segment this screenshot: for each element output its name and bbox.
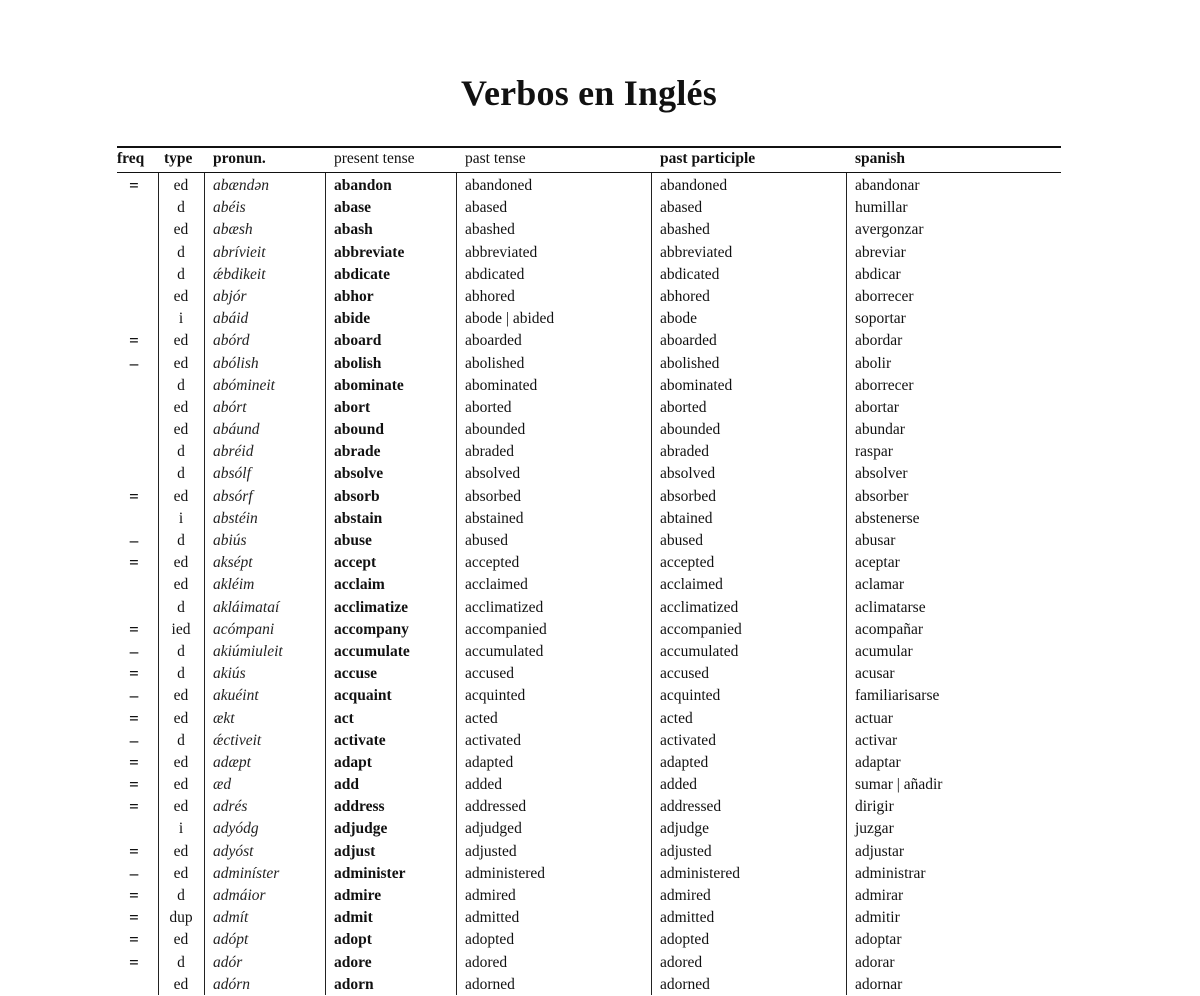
- header-present-tense: present tense: [334, 150, 415, 167]
- past-participle: adjudge: [660, 820, 710, 838]
- pronunciation: akiúmiuleit: [213, 642, 283, 660]
- spanish-translation: aclamar: [855, 576, 905, 594]
- table-row: [0, 552, 1200, 574]
- pronunciation: adórn: [213, 975, 251, 993]
- freq-marker: =: [129, 331, 139, 351]
- spanish-translation: abolir: [855, 354, 892, 372]
- past-tense: added: [465, 776, 503, 794]
- freq-marker: =: [129, 752, 139, 772]
- verb-type: ed: [173, 776, 189, 794]
- past-tense: accompanied: [465, 620, 547, 638]
- table-row: [0, 286, 1200, 308]
- page-title: Verbos en Inglés: [461, 73, 717, 113]
- past-tense: administered: [465, 864, 546, 882]
- present-tense: abdicate: [334, 265, 390, 283]
- spanish-translation: abusar: [855, 532, 896, 549]
- table-row: [0, 952, 1200, 974]
- header-spanish: spanish: [855, 150, 905, 167]
- past-tense: acclaimed: [465, 576, 528, 594]
- pronunciation: adópt: [213, 931, 249, 949]
- present-tense: abstain: [334, 509, 383, 527]
- past-tense: adored: [465, 953, 508, 971]
- past-tense: admired: [465, 887, 516, 904]
- verb-type: ed: [173, 687, 189, 705]
- past-participle: adored: [660, 953, 703, 971]
- verb-type: d: [177, 642, 185, 660]
- table-row: [0, 419, 1200, 441]
- table-row: [0, 752, 1200, 774]
- pronunciation: ækt: [213, 709, 235, 727]
- verb-type: d: [177, 376, 185, 394]
- present-tense: abash: [334, 221, 373, 239]
- table-row: [0, 796, 1200, 818]
- pronunciation: aksépt: [213, 554, 253, 572]
- pronunciation: adyódg: [213, 820, 259, 838]
- past-tense: adorned: [465, 975, 515, 993]
- present-tense: activate: [334, 731, 386, 749]
- present-tense: acquaint: [334, 687, 392, 705]
- pronunciation: akláimataí: [213, 598, 280, 616]
- spanish-translation: abreviar: [855, 243, 906, 261]
- spanish-translation: absorber: [855, 487, 909, 505]
- table-row: [0, 175, 1200, 197]
- pronunciation: abjór: [213, 287, 247, 305]
- freq-marker: =: [129, 708, 139, 728]
- present-tense: abhor: [334, 287, 374, 305]
- verb-type: d: [177, 953, 185, 971]
- header-past-tense: past tense: [465, 150, 526, 167]
- table-row: [0, 441, 1200, 463]
- past-participle: accompanied: [660, 620, 742, 638]
- past-tense: abbreviated: [465, 243, 538, 261]
- spanish-translation: adornar: [855, 975, 903, 993]
- spanish-translation: adjustar: [855, 842, 905, 860]
- present-tense: abuse: [334, 532, 372, 549]
- spanish-translation: dirigir: [855, 798, 894, 816]
- present-tense: abound: [334, 421, 384, 439]
- pronunciation: admít: [213, 909, 249, 927]
- freq-marker: –: [129, 863, 139, 883]
- pronunciation: absólf: [213, 465, 251, 483]
- freq-marker: =: [129, 775, 139, 795]
- pronunciation: adminíster: [213, 864, 280, 882]
- past-tense: abode | abided: [465, 310, 555, 328]
- past-tense: adjudged: [465, 820, 522, 838]
- spanish-translation: admitir: [855, 909, 900, 927]
- spanish-translation: abandonar: [855, 177, 920, 194]
- verb-type: ed: [173, 576, 189, 594]
- past-participle: accepted: [660, 554, 715, 572]
- verb-type: ed: [173, 753, 189, 771]
- pronunciation: abólish: [213, 354, 259, 372]
- verb-type: d: [177, 243, 185, 261]
- pronunciation: adór: [213, 953, 243, 971]
- freq-marker: =: [129, 797, 139, 817]
- past-participle: addressed: [660, 798, 722, 816]
- past-participle: adapted: [660, 753, 709, 771]
- past-tense: accepted: [465, 554, 520, 572]
- past-tense: acquinted: [465, 687, 526, 705]
- past-participle: admired: [660, 887, 711, 904]
- table-row: [0, 397, 1200, 419]
- past-participle: abbreviated: [660, 243, 733, 261]
- table-row: [0, 974, 1200, 996]
- verb-type: ed: [173, 354, 189, 372]
- verb-type: ed: [173, 554, 189, 572]
- past-tense: adjusted: [465, 842, 517, 860]
- pronunciation: absórf: [213, 487, 253, 505]
- spanish-translation: aceptar: [855, 554, 900, 572]
- table-row: [0, 486, 1200, 508]
- pronunciation: abstéin: [213, 509, 258, 527]
- spanish-translation: raspar: [855, 443, 893, 461]
- pronunciation: abændən: [213, 177, 269, 194]
- verb-type: ied: [171, 620, 191, 638]
- header-pronun: pronun.: [213, 150, 266, 167]
- table-row: [0, 353, 1200, 375]
- spanish-translation: aborrecer: [855, 376, 914, 394]
- table-row: [0, 929, 1200, 951]
- present-tense: adorn: [334, 975, 374, 993]
- freq-marker: –: [129, 730, 139, 750]
- past-participle: adopted: [660, 931, 710, 949]
- spanish-translation: sumar | añadir: [855, 776, 943, 794]
- table-row: [0, 863, 1200, 885]
- present-tense: acclaim: [334, 576, 385, 594]
- past-participle: absorbed: [660, 487, 716, 505]
- verb-type: d: [177, 731, 185, 749]
- present-tense: accept: [334, 554, 377, 572]
- verb-type: d: [177, 465, 185, 483]
- verb-type: d: [177, 265, 185, 283]
- past-tense: accumulated: [465, 642, 544, 660]
- spanish-translation: absolver: [855, 465, 908, 483]
- past-participle: adjusted: [660, 842, 712, 860]
- spanish-translation: abortar: [855, 398, 899, 416]
- pronunciation: æd: [213, 776, 232, 794]
- past-participle: acclimatized: [660, 598, 739, 616]
- pronunciation: abæsh: [213, 221, 253, 239]
- spanish-translation: juzgar: [855, 820, 894, 838]
- table-row: [0, 574, 1200, 596]
- past-participle: absolved: [660, 465, 716, 483]
- header-freq: freq: [117, 150, 145, 167]
- table-row: [0, 641, 1200, 663]
- table-row: [0, 708, 1200, 730]
- past-participle: accumulated: [660, 642, 739, 660]
- verb-type: d: [177, 443, 185, 461]
- table-row: [0, 774, 1200, 796]
- past-tense: abraded: [465, 443, 515, 461]
- verb-type: dup: [169, 909, 193, 927]
- spanish-translation: aclimatarse: [855, 598, 926, 616]
- spanish-translation: abstenerse: [855, 509, 920, 527]
- header-past-participle: past participle: [660, 150, 756, 167]
- spanish-translation: acusar: [855, 665, 895, 683]
- past-tense: aborted: [465, 398, 512, 416]
- freq-marker: =: [129, 841, 139, 861]
- pronunciation: acómpani: [213, 620, 275, 638]
- verb-type: i: [178, 310, 184, 328]
- pronunciation: adrés: [213, 798, 248, 816]
- freq-marker: =: [129, 664, 139, 684]
- spanish-translation: soportar: [855, 310, 906, 328]
- freq-marker: –: [129, 686, 139, 706]
- freq-marker: =: [129, 553, 139, 573]
- spanish-translation: adorar: [855, 953, 895, 971]
- past-participle: abolished: [660, 354, 720, 372]
- present-tense: adjudge: [334, 820, 388, 838]
- past-participle: abtained: [660, 509, 713, 527]
- pronunciation: abéis: [213, 199, 246, 217]
- present-tense: accompany: [334, 620, 409, 638]
- table-row: [0, 818, 1200, 840]
- present-tense: abolish: [334, 354, 382, 372]
- freq-marker: =: [129, 952, 139, 972]
- pronunciation: abiús: [213, 532, 247, 549]
- verb-type: ed: [173, 421, 189, 439]
- present-tense: absorb: [334, 487, 380, 505]
- present-tense: abide: [334, 310, 371, 328]
- spanish-translation: administrar: [855, 864, 926, 882]
- past-tense: adapted: [465, 753, 514, 771]
- past-participle: abashed: [660, 221, 710, 239]
- verb-type: ed: [173, 487, 189, 505]
- present-tense: abominate: [334, 376, 404, 394]
- past-tense: abstained: [465, 509, 524, 527]
- freq-marker: =: [129, 176, 139, 195]
- past-participle: added: [660, 776, 698, 794]
- past-tense: abashed: [465, 221, 515, 239]
- verb-type: i: [178, 509, 184, 527]
- past-tense: absolved: [465, 465, 521, 483]
- past-participle: acclaimed: [660, 576, 723, 594]
- past-participle: abominated: [660, 376, 733, 394]
- spanish-translation: abdicar: [855, 265, 901, 283]
- past-participle: aborted: [660, 398, 707, 416]
- past-participle: abhored: [660, 287, 710, 305]
- verb-type: d: [177, 665, 185, 683]
- present-tense: address: [334, 798, 385, 816]
- present-tense: administer: [334, 864, 406, 882]
- pronunciation: ǽbdikeit: [213, 265, 266, 283]
- spanish-translation: activar: [855, 731, 898, 749]
- verb-type: d: [177, 887, 185, 904]
- pronunciation: akléim: [213, 576, 255, 594]
- past-tense: abhored: [465, 287, 515, 305]
- past-participle: acquinted: [660, 687, 721, 705]
- present-tense: add: [334, 776, 359, 794]
- spanish-translation: aborrecer: [855, 287, 914, 305]
- table-row: [0, 685, 1200, 707]
- freq-marker: =: [129, 930, 139, 950]
- past-tense: activated: [465, 731, 521, 749]
- past-participle: accused: [660, 665, 710, 683]
- verb-type: ed: [173, 398, 189, 416]
- pronunciation: akiús: [213, 665, 246, 683]
- pronunciation: adæpt: [213, 753, 251, 771]
- present-tense: accumulate: [334, 642, 410, 660]
- past-participle: abounded: [660, 421, 721, 439]
- verb-type: d: [177, 199, 185, 217]
- pronunciation: abrívieit: [213, 243, 266, 261]
- spanish-translation: adoptar: [855, 931, 902, 949]
- table-row: [0, 375, 1200, 397]
- freq-marker: =: [129, 619, 139, 639]
- pronunciation: abórt: [213, 398, 247, 416]
- spanish-translation: familiarisarse: [855, 687, 940, 705]
- present-tense: aboard: [334, 332, 382, 350]
- spanish-translation: humillar: [855, 199, 908, 217]
- past-participle: abraded: [660, 443, 710, 461]
- past-tense: abased: [465, 199, 508, 217]
- pronunciation: ǽctiveit: [213, 731, 262, 749]
- verb-type: ed: [173, 931, 189, 949]
- present-tense: adapt: [334, 753, 372, 771]
- freq-marker: =: [129, 908, 139, 928]
- past-participle: administered: [660, 864, 741, 882]
- present-tense: adopt: [334, 931, 372, 949]
- past-participle: adorned: [660, 975, 710, 993]
- pronunciation: abáid: [213, 310, 249, 328]
- verb-type: ed: [173, 864, 189, 882]
- past-tense: abolished: [465, 354, 525, 372]
- table-row: [0, 907, 1200, 929]
- past-tense: accused: [465, 665, 515, 683]
- past-participle: admitted: [660, 909, 715, 927]
- table-row: [0, 197, 1200, 219]
- pronunciation: admáior: [213, 887, 266, 904]
- header-type: type: [164, 150, 193, 167]
- verb-type: ed: [173, 975, 189, 993]
- freq-marker: –: [129, 353, 139, 373]
- present-tense: abrade: [334, 443, 381, 461]
- past-tense: abominated: [465, 376, 538, 394]
- past-participle: abode: [660, 310, 698, 328]
- past-participle: activated: [660, 731, 716, 749]
- spanish-translation: abundar: [855, 421, 905, 439]
- verb-type: ed: [173, 287, 189, 305]
- past-participle: abandoned: [660, 177, 728, 194]
- verb-type: d: [177, 532, 185, 549]
- past-tense: absorbed: [465, 487, 521, 505]
- table-row: [0, 219, 1200, 241]
- past-participle: aboarded: [660, 332, 717, 350]
- pronunciation: abáund: [213, 421, 260, 439]
- past-tense: abused: [465, 532, 509, 549]
- verb-type: d: [177, 598, 185, 616]
- table-row: [0, 841, 1200, 863]
- present-tense: absolve: [334, 465, 384, 483]
- present-tense: abandon: [334, 177, 392, 194]
- past-tense: admitted: [465, 909, 520, 927]
- present-tense: abort: [334, 398, 371, 416]
- pronunciation: abómineit: [213, 376, 275, 394]
- table-row: [0, 730, 1200, 752]
- past-tense: acclimatized: [465, 598, 544, 616]
- past-tense: aboarded: [465, 332, 522, 350]
- present-tense: act: [334, 709, 354, 727]
- verb-type: ed: [173, 332, 189, 350]
- present-tense: admire: [334, 887, 382, 904]
- verb-table-body: [0, 175, 1200, 996]
- present-tense: adore: [334, 953, 372, 971]
- table-header: [0, 148, 1200, 172]
- verb-type: ed: [173, 177, 189, 194]
- pronunciation: adyóst: [213, 842, 254, 860]
- past-tense: acted: [465, 709, 498, 727]
- table-row: [0, 308, 1200, 330]
- present-tense: accuse: [334, 665, 378, 683]
- spanish-translation: acumular: [855, 642, 913, 660]
- past-participle: abased: [660, 199, 703, 217]
- past-tense: abdicated: [465, 265, 525, 283]
- past-tense: abounded: [465, 421, 526, 439]
- freq-marker: –: [129, 531, 139, 550]
- verb-type: ed: [173, 798, 189, 816]
- table-row: [0, 508, 1200, 530]
- table-header-rule: [117, 172, 1061, 173]
- spanish-translation: actuar: [855, 709, 893, 727]
- table-row: [0, 530, 1200, 552]
- past-tense: addressed: [465, 798, 527, 816]
- verb-type: ed: [173, 709, 189, 727]
- pronunciation: abórd: [213, 332, 250, 350]
- verb-type: i: [178, 820, 184, 838]
- present-tense: abase: [334, 199, 372, 217]
- present-tense: acclimatize: [334, 598, 409, 616]
- spanish-translation: avergonzar: [855, 221, 924, 239]
- pronunciation: abréid: [213, 443, 254, 461]
- spanish-translation: adaptar: [855, 753, 901, 771]
- table-row: [0, 597, 1200, 619]
- past-participle: abdicated: [660, 265, 720, 283]
- spanish-translation: admirar: [855, 887, 904, 904]
- present-tense: adjust: [334, 842, 376, 860]
- present-tense: abbreviate: [334, 243, 405, 261]
- table-row: [0, 264, 1200, 286]
- freq-marker: =: [129, 486, 139, 506]
- table-row: [0, 330, 1200, 352]
- table-row: [0, 619, 1200, 641]
- past-participle: acted: [660, 709, 693, 727]
- table-row: [0, 885, 1200, 907]
- table-row: [0, 463, 1200, 485]
- verb-type: ed: [173, 221, 189, 239]
- table-row: [0, 242, 1200, 264]
- past-tense: adopted: [465, 931, 515, 949]
- present-tense: admit: [334, 909, 373, 927]
- spanish-translation: acompañar: [855, 620, 923, 638]
- table-row: [0, 663, 1200, 685]
- freq-marker: –: [129, 641, 139, 661]
- past-participle: abused: [660, 532, 704, 549]
- freq-marker: =: [129, 886, 139, 905]
- verb-type: ed: [173, 842, 189, 860]
- pronunciation: akuéint: [213, 687, 259, 705]
- spanish-translation: abordar: [855, 332, 903, 350]
- past-tense: abandoned: [465, 177, 533, 194]
